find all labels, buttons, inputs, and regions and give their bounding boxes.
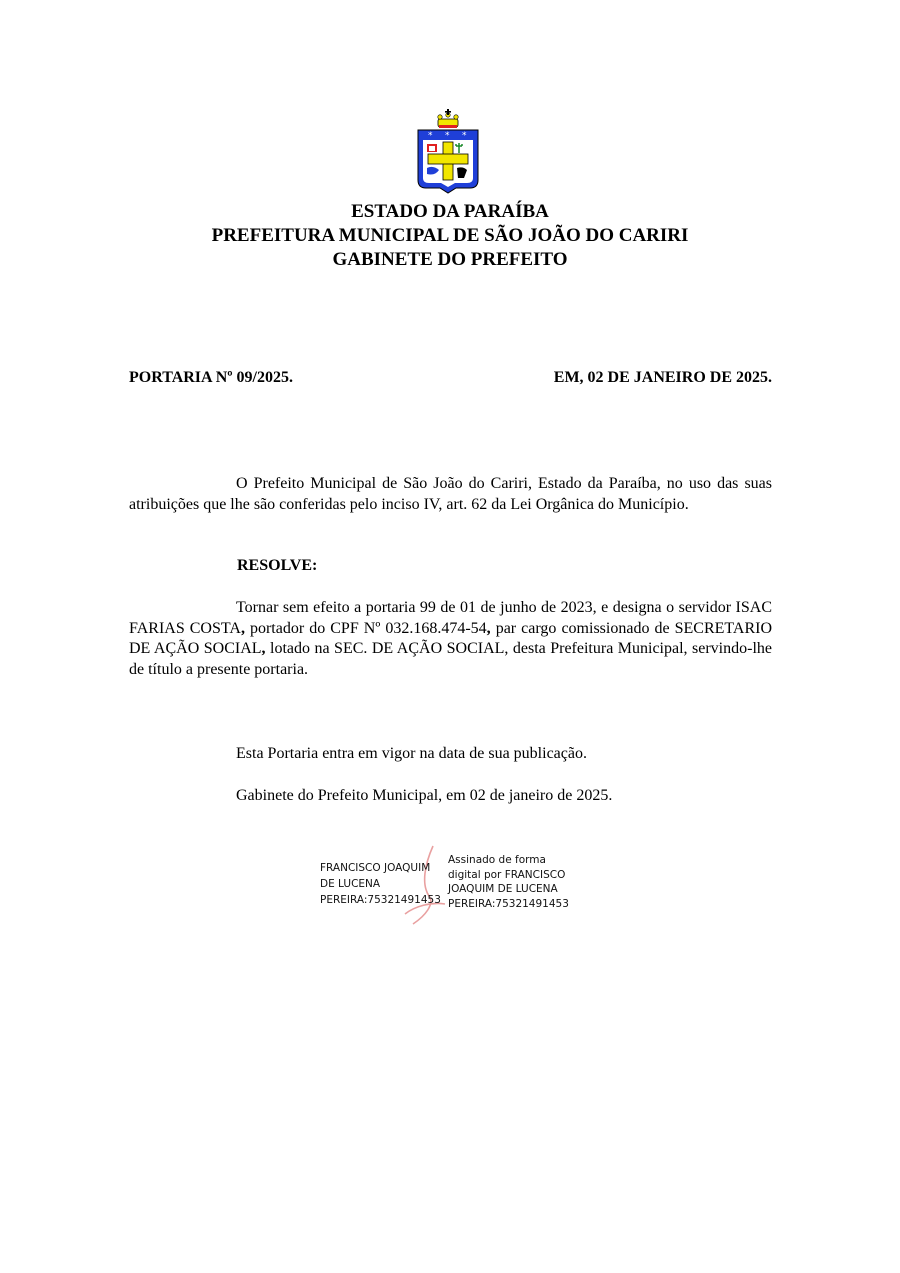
signature-info-line1: Assinado de forma xyxy=(448,854,546,866)
municipal-coat-of-arms-icon xyxy=(415,108,481,194)
comma: , xyxy=(261,640,266,657)
signer-name-line2: DE LUCENA xyxy=(320,878,381,890)
signature-info-line2: digital por FRANCISCO xyxy=(448,868,566,881)
resolution-text-part1: Tornar sem efeito a portaria 99 de 01 de junho de 2023, e designa o servidor ISAC FARIAS COSTA xyxy=(129,599,772,637)
resolution-text-part4: lotado na SEC. DE AÇÃO SOCIAL, desta Prefeitura Municipal, servindo-lhe de título a presente portaria. xyxy=(129,640,773,678)
comma: , xyxy=(240,619,245,637)
resolution-paragraph xyxy=(129,598,772,680)
svg-text:*: * xyxy=(445,131,450,141)
resolve-heading: RESOLVE: xyxy=(237,557,318,574)
header-gabinete: GABINETE DO PREFEITO xyxy=(332,249,568,270)
signature-info-line4: PEREIRA:75321491453 xyxy=(448,897,569,910)
signer-name-line3: PEREIRA:75321491453 xyxy=(320,894,441,906)
signer-name xyxy=(320,860,441,908)
svg-text:*: * xyxy=(428,131,433,141)
header-prefeitura: PREFEITURA MUNICIPAL DE SÃO JOÃO DO CARIRI xyxy=(211,225,689,246)
portaria-number: PORTARIA Nº 09/2025. xyxy=(129,369,293,386)
header-state: ESTADO DA PARAÍBA xyxy=(351,201,549,222)
vigor-statement: Esta Portaria entra em vigor na data de sua publicação. xyxy=(236,745,587,762)
digital-signature xyxy=(320,848,580,928)
signature-info-line3: JOAQUIM DE LUCENA xyxy=(448,883,558,895)
signer-name-line1: FRANCISCO JOAQUIM xyxy=(320,862,431,874)
crown-icon xyxy=(438,109,458,128)
svg-text:*: * xyxy=(462,131,467,141)
portaria-date: EM, 02 DE JANEIRO DE 2025. xyxy=(553,369,772,386)
intro-paragraph: O Prefeito Municipal de São João do Cariri, Estado da Paraíba, no uso das suas atribuições que lhe são conferidas pelo inciso IV, art. 62 da Lei Orgânica do Município. xyxy=(129,475,772,513)
signature-info xyxy=(448,853,569,911)
gabinete-date-line: Gabinete do Prefeito Municipal, em 02 de janeiro de 2025. xyxy=(236,787,613,804)
resolution-text-part3: par cargo comissionado de SECRETARIO DE AÇÃO SOCIAL xyxy=(129,619,773,657)
comma: , xyxy=(486,619,491,637)
resolution-text-part2: portador do CPF Nº 032.168.474-54 xyxy=(244,619,487,637)
